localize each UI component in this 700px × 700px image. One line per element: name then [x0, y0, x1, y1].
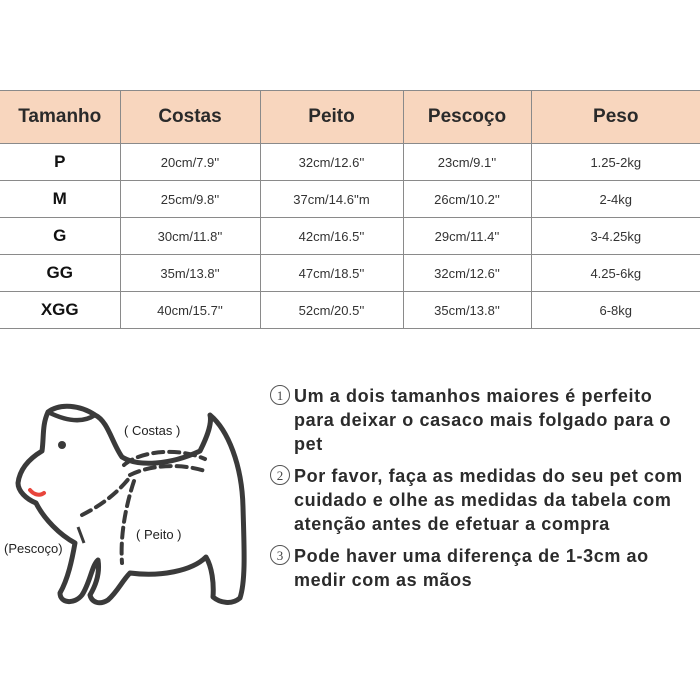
peso-cell: 6-8kg — [531, 292, 700, 329]
table-row — [0, 255, 700, 292]
header-pescoco: Pescoço — [403, 91, 531, 144]
peso-cell: 1.25-2kg — [531, 144, 700, 181]
size-cell: P — [0, 144, 120, 181]
size-table — [0, 90, 700, 329]
peito-cell: 52cm/20.5'' — [260, 292, 403, 329]
number-badge: 1 — [270, 385, 290, 405]
costas-cell: 30cm/11.8'' — [120, 218, 260, 255]
table-row — [0, 218, 700, 255]
costas-cell: 25cm/9.8'' — [120, 181, 260, 218]
costas-cell: 20cm/7.9'' — [120, 144, 260, 181]
header-costas: Costas — [120, 91, 260, 144]
size-cell: G — [0, 218, 120, 255]
size-cell: M — [0, 181, 120, 218]
label-costas: ( Costas ) — [124, 423, 181, 438]
label-pescoco: (Pescoço) — [4, 541, 63, 556]
note-text: Por favor, faça as medidas do seu pet com cuidado e olhe as medidas da tabela com atenção antes de efetuar a compra — [294, 466, 683, 534]
peito-cell: 37cm/14.6''m — [260, 181, 403, 218]
note-item — [270, 384, 695, 456]
size-cell: XGG — [0, 292, 120, 329]
peso-cell: 3-4.25kg — [531, 218, 700, 255]
costas-cell: 40cm/15.7'' — [120, 292, 260, 329]
number-badge: 3 — [270, 545, 290, 565]
label-peito: ( Peito ) — [136, 527, 182, 542]
header-peso: Peso — [531, 91, 700, 144]
pescoco-cell: 26cm/10.2'' — [403, 181, 531, 218]
note-text: Pode haver uma diferença de 1-3cm ao medir com as mãos — [294, 546, 649, 590]
table-header-row — [0, 91, 700, 144]
peso-cell: 2-4kg — [531, 181, 700, 218]
pescoco-cell: 23cm/9.1'' — [403, 144, 531, 181]
note-item — [270, 544, 695, 592]
costas-cell: 35m/13.8'' — [120, 255, 260, 292]
pescoco-cell: 32cm/12.6'' — [403, 255, 531, 292]
header-tamanho: Tamanho — [0, 91, 120, 144]
table-row — [0, 181, 700, 218]
header-peito: Peito — [260, 91, 403, 144]
number-badge: 2 — [270, 465, 290, 485]
notes-list — [270, 384, 695, 600]
note-text: Um a dois tamanhos maiores é perfeito para deixar o casaco mais folgado para o pet — [294, 386, 672, 454]
peso-cell: 4.25-6kg — [531, 255, 700, 292]
table-row — [0, 144, 700, 181]
dog-measurement-diagram — [0, 395, 250, 615]
peito-cell: 42cm/16.5'' — [260, 218, 403, 255]
peito-cell: 32cm/12.6'' — [260, 144, 403, 181]
note-item — [270, 464, 695, 536]
table-row — [0, 292, 700, 329]
peito-cell: 47cm/18.5'' — [260, 255, 403, 292]
pescoco-cell: 29cm/11.4'' — [403, 218, 531, 255]
pescoco-cell: 35cm/13.8'' — [403, 292, 531, 329]
size-cell: GG — [0, 255, 120, 292]
